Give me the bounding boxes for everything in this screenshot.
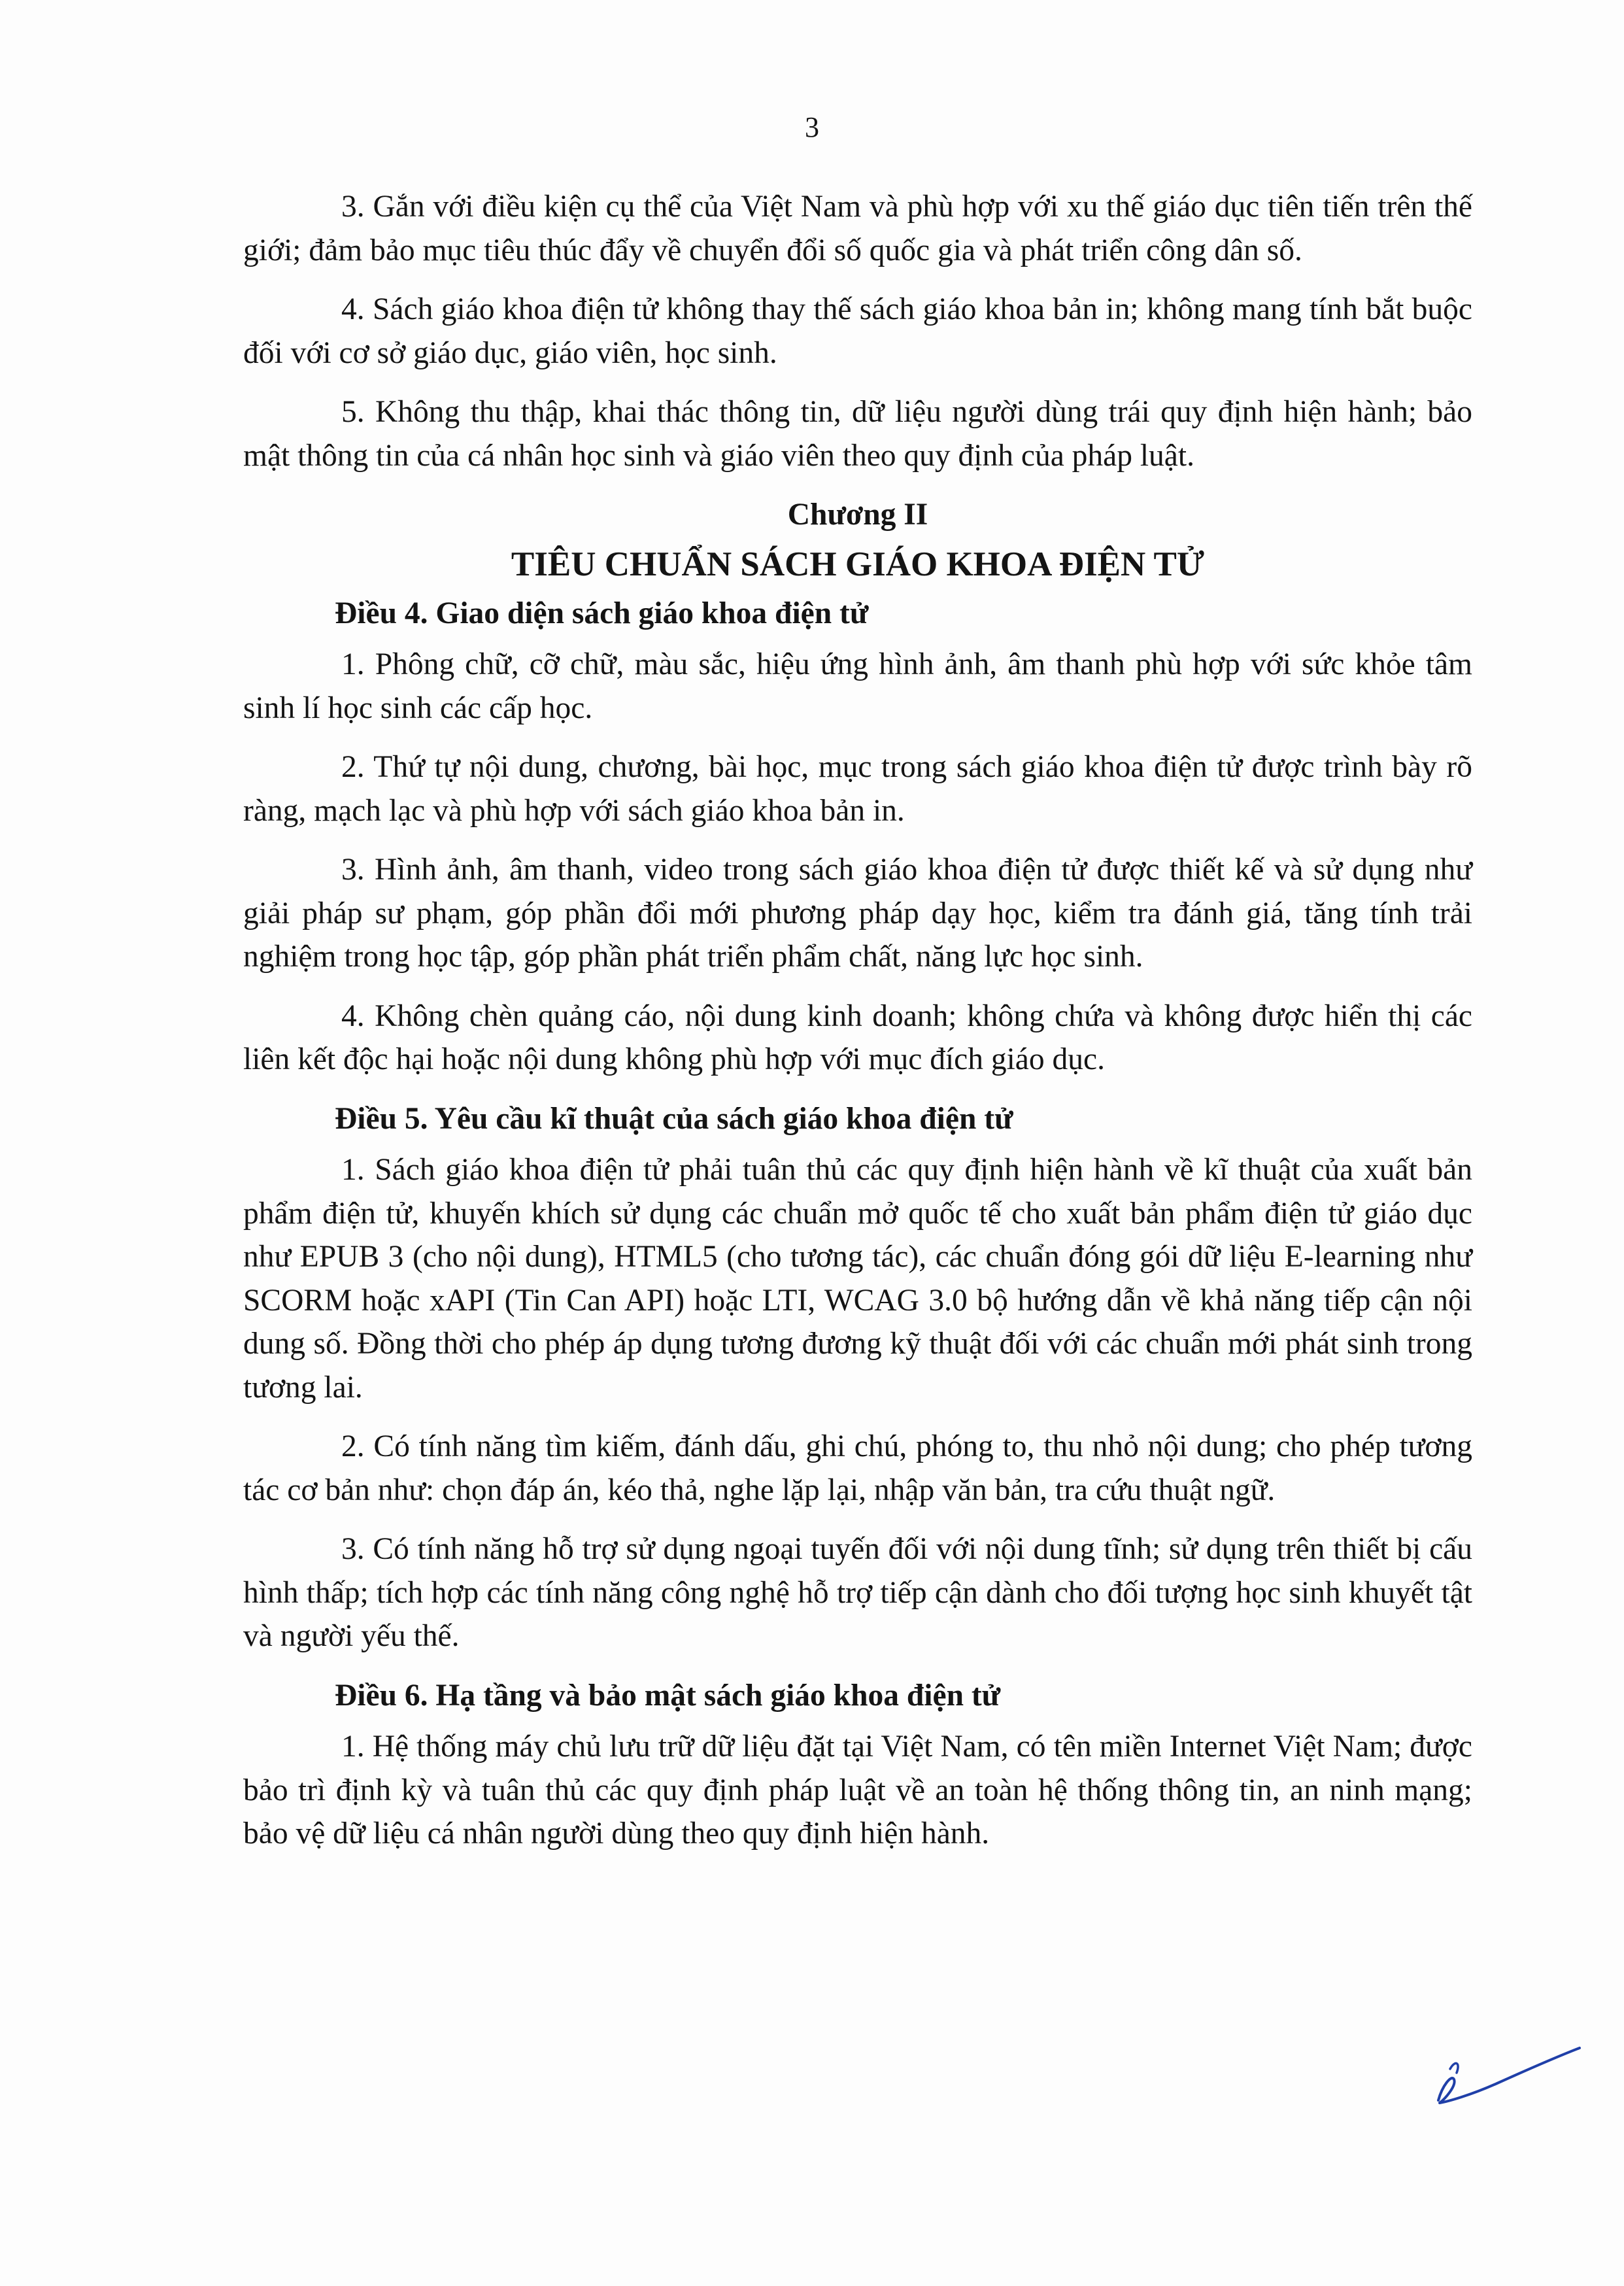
article-5-item-2: 2. Có tính năng tìm kiếm, đánh dấu, ghi chú, phóng to, thu nhỏ nội dung; cho phép tương tác cơ bản như: chọn đáp án, kéo thả, nghe lặp lại, nhập văn bản, tra cứu thuật ngữ. <box>243 1429 1472 1507</box>
signature-loop <box>1450 2063 1458 2073</box>
article-5-item-3: 3. Có tính năng hỗ trợ sử dụng ngoại tuyến đối với nội dung tĩnh; sử dụng trên thiết bị cấu hình thấp; tích hợp các tính năng công nghệ hỗ trợ tiếp cận dành cho đối tượng học sinh khuyết tật và người yếu thế. <box>243 1532 1472 1653</box>
article-5-item-1: 1. Sách giáo khoa điện tử phải tuân thủ các quy định hiện hành về kĩ thuật của xuất bản phẩm điện tử, khuyến khích sử dụng các chuẩn mở quốc tế cho xuất bản phẩm điện tử giáo dục như EPUB 3 (cho nội dung), HTML5 (cho tương tác), các chuẩn đóng gói dữ liệu E-learning như SCORM hoặc xAPI (Tin Can API) hoặc LTI, WCAG 3.0 bộ hướng dẫn về khả năng tiếp cận nội dung số. Đồng thời cho phép áp dụng tương đương kỹ thuật đối với các chuẩn mới phát sinh trong tương lai. <box>243 1153 1472 1405</box>
chapter-title: TIÊU CHUẨN SÁCH GIÁO KHOA ĐIỆN TỬ <box>511 545 1205 583</box>
article-5-heading: Điều 5. Yêu cầu kĩ thuật của sách giáo khoa điện tử <box>335 1101 1013 1136</box>
article-4-item-3: 3. Hình ảnh, âm thanh, video trong sách giáo khoa điện tử được thiết kế và sử dụng như giải pháp sư phạm, góp phần đổi mới phương pháp dạy học, kiểm tra đánh giá, tăng tính trải nghiệm trong học tập, góp phần phát triển phẩm chất, năng lực học sinh. <box>243 853 1472 974</box>
article-6-heading: Điều 6. Hạ tầng và bảo mật sách giáo khoa điện tử <box>335 1678 1001 1713</box>
chapter-label: Chương II <box>787 498 928 532</box>
article-4-item-2: 2. Thứ tự nội dung, chương, bài học, mục trong sách giáo khoa điện tử được trình bày rõ ràng, mạch lạc và phù hợp với sách giáo khoa bản in. <box>243 750 1472 828</box>
article-6-item-1: 1. Hệ thống máy chủ lưu trữ dữ liệu đặt tại Việt Nam, có tên miền Internet Việt Nam; được bảo trì định kỳ và tuân thủ các quy định pháp luật về an toàn hệ thống thông tin, an ninh mạng; bảo vệ dữ liệu cá nhân người dùng theo quy định hiện hành. <box>243 1730 1472 1851</box>
intro-item-4: 4. Sách giáo khoa điện tử không thay thế sách giáo khoa bản in; không mang tính bắt buộc đối với cơ sở giáo dục, giáo viên, học sinh. <box>243 292 1472 370</box>
initial-signature-mark <box>1425 2040 1582 2112</box>
article-4-item-4: 4. Không chèn quảng cáo, nội dung kinh doanh; không chứa và không được hiển thị các liên kết độc hại hoặc nội dung không phù hợp với mục đích giáo dục. <box>243 998 1472 1076</box>
signature-stroke <box>1438 2048 1580 2103</box>
document-body <box>243 185 1472 1871</box>
page-number: 3 <box>805 111 819 143</box>
intro-item-3: 3. Gắn với điều kiện cụ thể của Việt Nam và phù hợp với xu thế giáo dục tiên tiến trên thế giới; đảm bảo mục tiêu thúc đẩy về chuyển đổi số quốc gia và phát triển công dân số. <box>243 190 1472 267</box>
article-4-heading: Điều 4. Giao diện sách giáo khoa điện tử <box>335 596 869 630</box>
article-4-item-1: 1. Phông chữ, cỡ chữ, màu sắc, hiệu ứng hình ảnh, âm thanh phù hợp với sức khỏe tâm sinh lí học sinh các cấp học. <box>243 647 1472 725</box>
intro-item-5: 5. Không thu thập, khai thác thông tin, dữ liệu người dùng trái quy định hiện hành; bảo mật thông tin của cá nhân học sinh và giáo viên theo quy định của pháp luật. <box>243 395 1472 473</box>
